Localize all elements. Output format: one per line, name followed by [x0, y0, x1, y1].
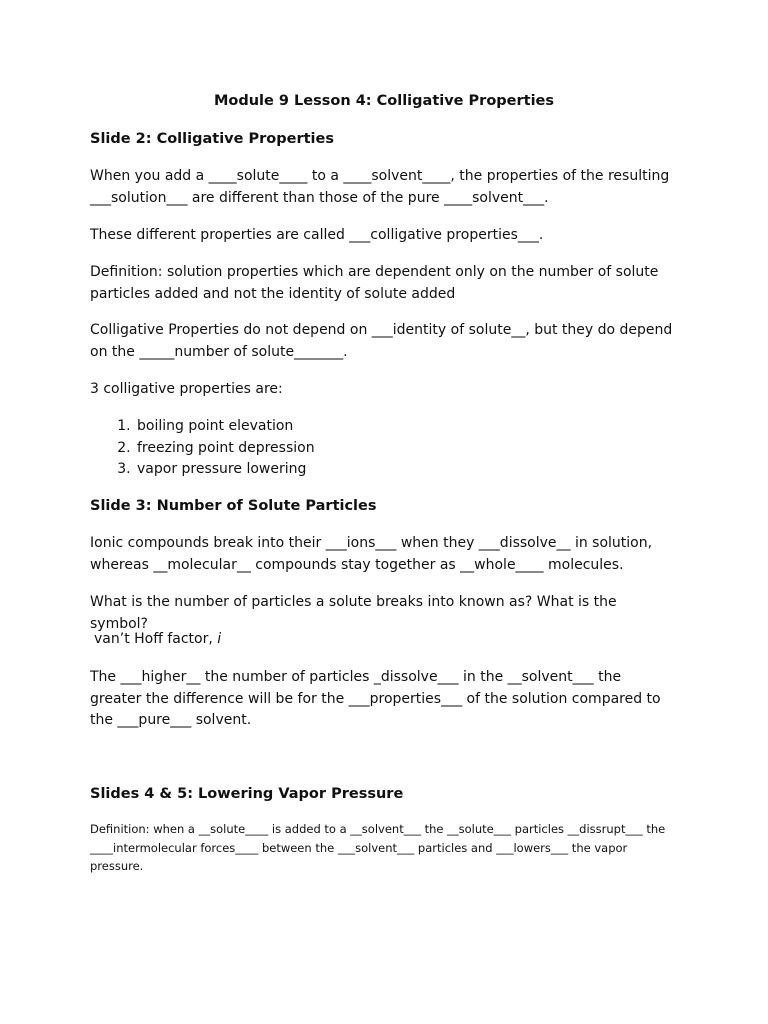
list-item: 1. boiling point elevation	[135, 416, 676, 438]
slide2-paragraph-2: These different properties are called ___colligative properties___.	[90, 227, 544, 243]
colligative-properties-list	[90, 416, 676, 481]
slide2-paragraph-5: 3 colligative properties are:	[90, 381, 283, 397]
slide2-heading: Slide 2: Colligative Properties	[90, 131, 334, 147]
slide3-paragraph-1: Ionic compounds break into their ___ions___ when they ___dissolve__ in solution, whereas __molecular__ compounds stay together as __whole____ molecules.	[90, 535, 653, 573]
document-title: Module 9 Lesson 4: Colligative Properties	[213, 93, 555, 109]
slide3-paragraph-3: The ___higher__ the number of particles _dissolve___ in the __solvent___ the greater the difference will be for the ___properties___ of the solution compared to the ___pure___ solvent.	[90, 669, 661, 728]
slide3-answer	[94, 629, 676, 651]
slides45-heading: Slides 4 & 5: Lowering Vapor Pressure	[90, 786, 404, 802]
list-item: 3. vapor pressure lowering	[135, 459, 676, 481]
slides45-definition: Definition: when a __solute____ is added to a __solvent___ the __solute___ particles __dissrupt___ the ____intermolecular forces____ between the ___solvent___ particles and ___lowers___ the vapor pressure.	[90, 822, 666, 873]
slide3-heading: Slide 3: Number of Solute Particles	[90, 498, 377, 514]
answer-symbol: i	[217, 631, 222, 647]
slide2-paragraph-1: When you add a ____solute____ to a ____solvent____, the properties of the resulting ___solution___ are different than those of the pure ____solvent___.	[90, 168, 670, 206]
answer-text: van’t Hoff factor,	[94, 631, 218, 647]
slide3-question: What is the number of particles a solute breaks into known as? What is the symbol?	[90, 594, 617, 632]
slide2-definition: Definition: solution properties which are dependent only on the number of solute particles added and not the identity of solute added	[90, 264, 659, 302]
list-item: 2. freezing point depression	[135, 438, 676, 460]
slide2-paragraph-4: Colligative Properties do not depend on ___identity of solute__, but they do depend on the _____number of solute_______.	[90, 322, 673, 360]
